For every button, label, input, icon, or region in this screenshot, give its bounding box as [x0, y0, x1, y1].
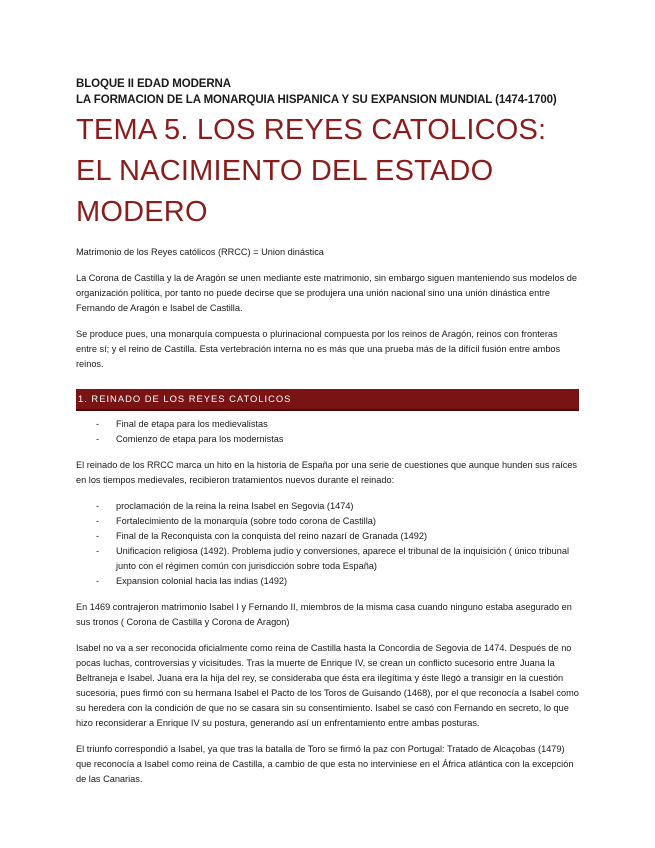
- block-title: BLOQUE II EDAD MODERNA: [76, 78, 231, 90]
- list-item: - Comienzo de etapa para los modernistas: [96, 434, 284, 444]
- document-page: [76, 76, 579, 798]
- list-item: - Unificacion religiosa (1492). Problema judío y conversiones, aparece el tribunal de la inquisición ( único tribunal junto con el régimen común con jurisdicción sobre toda España): [96, 546, 569, 571]
- succession-paragraph: Isabel no va a ser reconocida oficialmente como reina de Castilla hasta la Concordia de Segovia de 1474. Después de no pocas luchas, controversias y vicisitudes. Tras la muerte de Enrique IV, se crean un conflicto sucesorio entre Juana la Beltraneja e Isabel. Juana era la hija del rey, se consideraba que ésta era ilegítima y éste llegó a transigir en la cuestión sucesoria, pues firmó con su hermana Isabel el Pacto de los Toros de Guisando (1468), por el que reconocía a Isabel como su heredera con la condición de que no se casara sin su consentimiento. Isabel se casó con Fernando en secreto, lo que hizo reconsiderar a Enrique IV su postura, generando así un enfrentamiento entre ambas posturas.: [76, 643, 579, 728]
- marriage-paragraph: En 1469 contrajeron matrimonio Isabel I y Fernando II, miembros de la misma casa cuando ninguno estaba asegurado en sus tronos ( Corona de Castilla y Corona de Aragon): [76, 602, 572, 627]
- intro-paragraph-2: La Corona de Castilla y la de Aragón se unen mediante este matrimonio, sin embargo siguen manteniendo sus modelos de organización política, por tanto no puede decirse que se produjera una unión nacional sino una unión dinástica entre Fernando de Aragón e Isabel de Castilla.: [76, 273, 578, 313]
- section-heading-1: 1. REINADO DE LOS REYES CATOLICOS: [76, 389, 579, 411]
- intro-paragraph-1: Matrimonio de los Reyes católicos (RRCC) = Union dinástica: [76, 247, 324, 257]
- list-item: - Final de la Reconquista con la conquista del reino nazarí de Granada (1492): [96, 531, 428, 541]
- page-title: TEMA 5. LOS REYES CATOLICOS: EL NACIMIENTO DEL ESTADO MODERO: [76, 114, 547, 228]
- triumph-paragraph: El triunfo correspondió a Isabel, ya que tras la batalla de Toro se firmó la paz con Portugal: Tratado de Alcaçobas (1479) que reconocía a Isabel como reina de Castilla, a cambio de que esta no interviniese en el África atlántica con la excepción de las Canarias.: [76, 744, 574, 784]
- intro-paragraph-3: Se produce pues, una monarquía compuesta o plurinacional compuesta por los reinos de Aragón, reinos con fronteras entre sí; y el reino de Castilla. Esta vertebración interna no es más que una prueba más de la difícil fusión entre ambos reinos.: [76, 329, 561, 369]
- block-subtitle: LA FORMACION DE LA MONARQUIA HISPANICA Y SU EXPANSION MUNDIAL (1474-1700): [76, 94, 557, 106]
- reign-paragraph: El reinado de los RRCC marca un hito en la historia de España por una serie de cuestiones que aunque hunden sus raíces en los tiempos medievales, recibieron tratamientos nuevos durante el reinado:: [76, 460, 578, 485]
- list-item: - Final de etapa para los medievalistas: [96, 419, 268, 429]
- list-item: - Fortalecimiento de la monarquía (sobre todo corona de Castilla): [96, 516, 376, 526]
- stage-list: [76, 417, 579, 447]
- reign-list: [76, 499, 579, 589]
- list-item: - proclamación de la reina la reina Isabel en Segovia (1474): [96, 501, 354, 511]
- list-item: - Expansion colonial hacia las indias (1492): [96, 576, 288, 586]
